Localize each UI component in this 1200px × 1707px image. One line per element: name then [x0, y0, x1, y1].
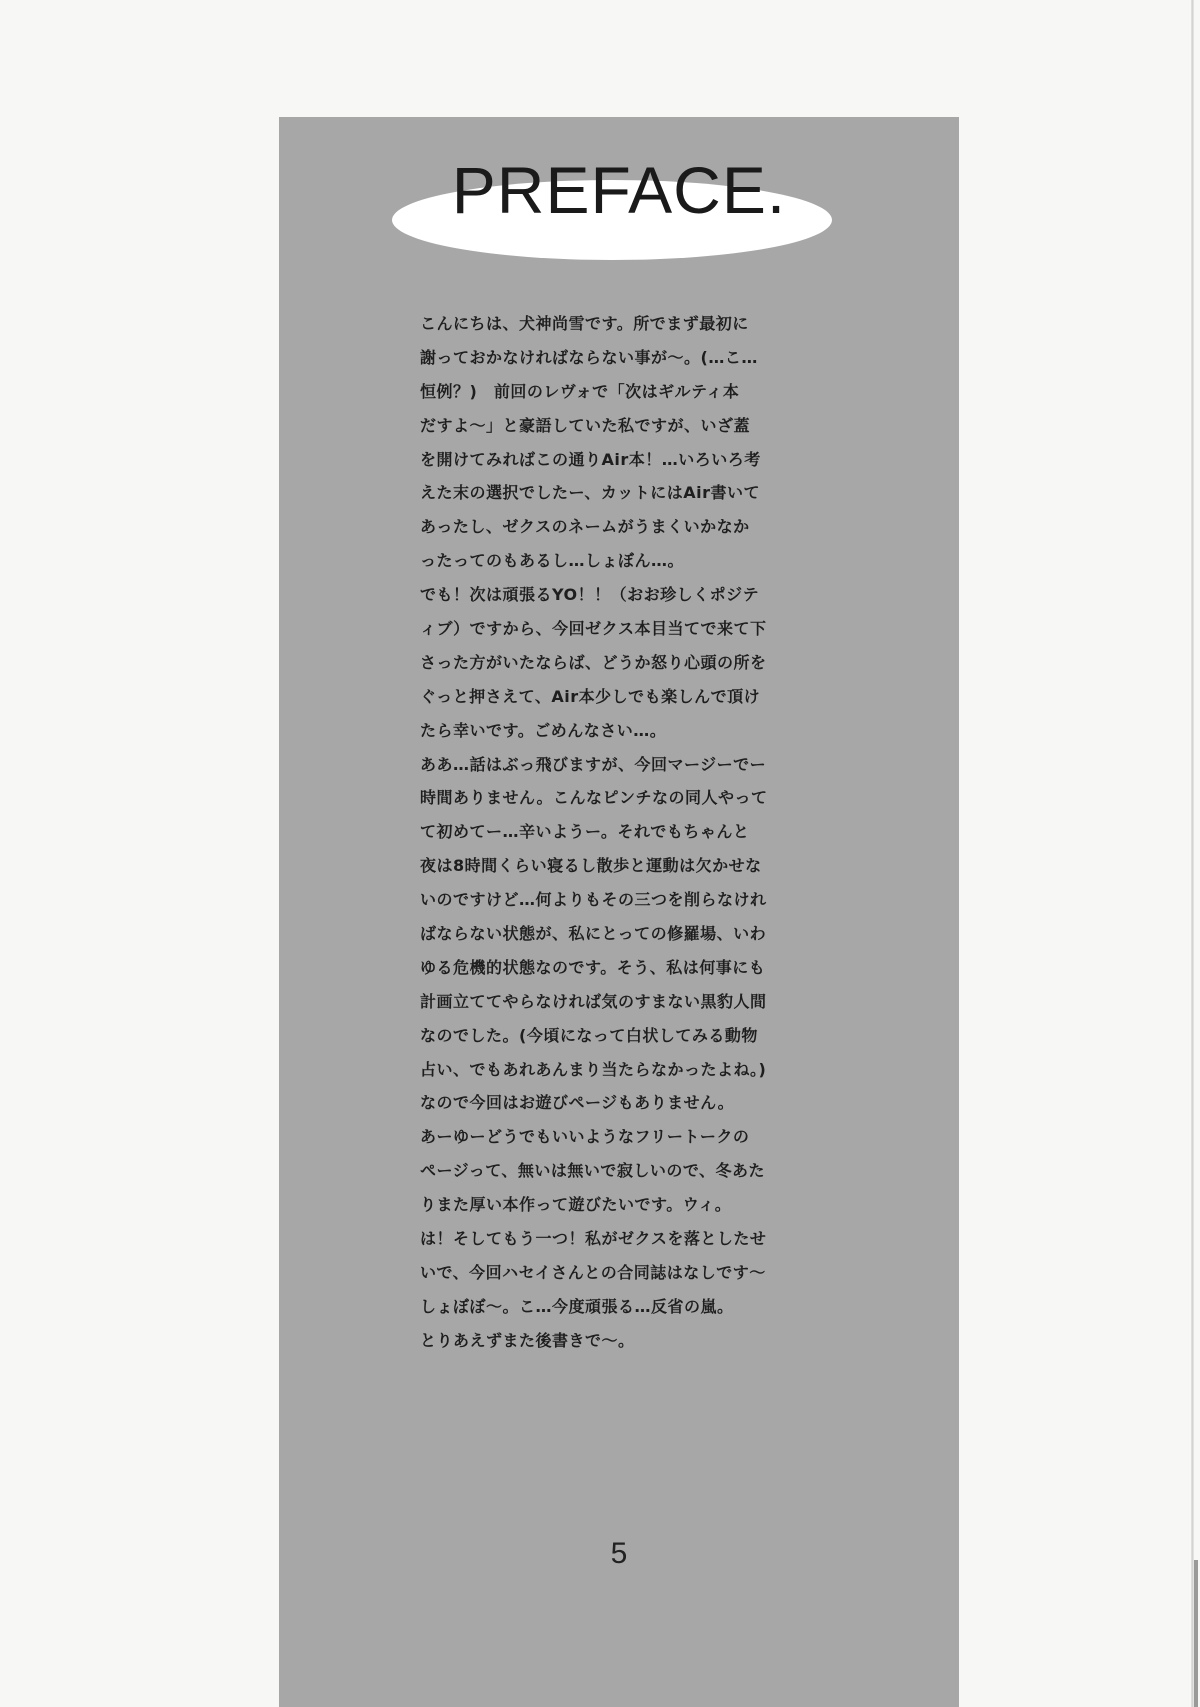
- body-text: [420, 307, 820, 1358]
- body-line: とりあえずまた後書きで～。: [420, 1330, 635, 1350]
- body-line: しょぼぼ～。こ…今度頑張る…反省の嵐。: [420, 1296, 734, 1316]
- body-line: こんにちは、犬神尚雪です。所でまず最初に: [420, 314, 749, 333]
- body-line: でも！次は頑張るYO！！（おお珍しくポジテ: [420, 585, 760, 605]
- body-line: なのでした。(今頃になって白状してみる動物: [420, 1025, 758, 1045]
- body-line: りまた厚い本作って遊びたいです。ウィ。: [420, 1195, 732, 1215]
- body-line: 時間ありません。こんなピンチなの同人やって: [420, 788, 768, 808]
- body-line: 恒例？) 前回のレヴォで「次はギルティ本: [420, 381, 740, 401]
- body-line: いのですけど…何よりもその三つを削らなけれ: [420, 890, 767, 910]
- body-line: 謝っておかなければならない事が～。(…こ…: [420, 347, 758, 367]
- body-line: ああ…話はぶっ飛びますが、今回マージーでー: [420, 754, 767, 774]
- body-line: あったし、ゼクスのネームがうまくいかなか: [420, 517, 750, 537]
- body-line: ばならない状態が、私にとっての修羅場、いわ: [420, 924, 767, 944]
- body-line: て初めてー…辛いようー。それでもちゃんと: [420, 822, 750, 842]
- body-line: は！そしてもう一つ！私がゼクスを落としたせ: [420, 1229, 767, 1249]
- body-line: なので今回はお遊びページもありません。: [420, 1093, 735, 1113]
- body-line: ィブ）ですから、今回ゼクス本目当てで来て下: [420, 619, 767, 639]
- text-panel: [279, 117, 959, 1707]
- body-line: 夜は8時間くらい寝るし散歩と運動は欠かせな: [420, 856, 762, 876]
- body-line: いで、今回ハセイさんとの合同誌はなしです～: [420, 1262, 766, 1282]
- body-line: ゆる危機的状態なのです。そう、私は何事にも: [420, 957, 766, 977]
- body-line: えた末の選択でしたー、カットにはAir書いて: [420, 483, 760, 503]
- page-edge-shadow: [1194, 1560, 1198, 1707]
- body-line: 占い、でもあれあんまり当たらなかったよね。): [420, 1059, 767, 1079]
- page-title: PREFACE.: [451, 153, 787, 227]
- body-line: ページって、無いは無いで寂しいので、冬あた: [420, 1161, 766, 1181]
- body-line: 計画立ててやらなければ気のすまない黒豹人間: [420, 991, 767, 1011]
- body-line: ったってのもあるし…しょぼん…。: [420, 551, 685, 571]
- body-line: さった方がいたならば、どうか怒り心頭の所を: [420, 652, 767, 672]
- page-edge: [1191, 0, 1194, 1707]
- body-line: たら幸いです。ごめんなさい…。: [420, 720, 667, 740]
- body-line: あーゆーどうでもいいようなフリートークの: [420, 1127, 750, 1147]
- page-number: 5: [610, 1537, 628, 1570]
- body-line: を開けてみればこの通りAir本！…いろいろ考: [420, 449, 761, 469]
- body-line: だすよ～」と豪語していた私ですが、いざ蓋: [420, 415, 751, 435]
- body-line: ぐっと押さえて、Air本少しでも楽しんで頂け: [420, 686, 761, 706]
